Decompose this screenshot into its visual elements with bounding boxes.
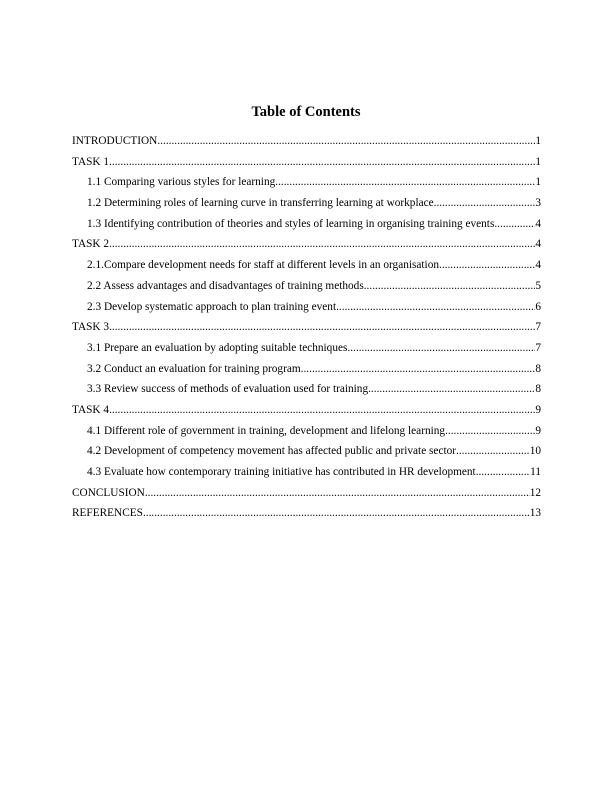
toc-entry-page: 4 bbox=[535, 217, 541, 230]
dot-leader bbox=[336, 301, 535, 313]
toc-entry[interactable] bbox=[72, 445, 541, 466]
dot-leader bbox=[347, 342, 535, 354]
toc-entry-page: 1 bbox=[535, 135, 541, 147]
toc-list bbox=[72, 135, 541, 528]
toc-entry-label: 1.1 Comparing various styles for learning bbox=[87, 176, 276, 189]
toc-entry-label: 3.2 Conduct an evaluation for training program bbox=[87, 362, 301, 375]
toc-entry[interactable] bbox=[72, 197, 541, 218]
toc-entry-label: 2.2 Assess advantages and disadvantages of training methods bbox=[87, 279, 364, 292]
dot-leader bbox=[301, 363, 536, 375]
dot-leader bbox=[434, 197, 536, 209]
toc-entry-label: 4.2 Development of competency movement has affected public and private sector bbox=[87, 445, 457, 458]
toc-entry-page: 8 bbox=[535, 383, 541, 396]
toc-entry-page: 13 bbox=[529, 507, 541, 520]
toc-entry[interactable] bbox=[72, 487, 541, 508]
toc-entry-page: 6 bbox=[535, 300, 541, 313]
dot-leader bbox=[143, 507, 530, 519]
toc-entry[interactable] bbox=[72, 218, 541, 239]
toc-entry[interactable] bbox=[72, 176, 541, 197]
toc-entry-label: 4.1 Different role of government in training, development and lifelong learning bbox=[87, 424, 446, 437]
toc-entry[interactable] bbox=[72, 156, 541, 177]
toc-entry-page: 1 bbox=[535, 176, 541, 189]
toc-entry[interactable] bbox=[72, 363, 541, 384]
toc-entry-page: 9 bbox=[535, 403, 541, 416]
toc-entry-label: TASK 4 bbox=[72, 403, 110, 416]
toc-entry[interactable] bbox=[72, 425, 541, 446]
toc-entry[interactable] bbox=[72, 301, 541, 322]
toc-entry-label: TASK 2 bbox=[72, 238, 110, 251]
toc-entry-label: 4.3 Evaluate how contemporary training initiative has contributed in HR development bbox=[87, 466, 476, 478]
dot-leader bbox=[145, 487, 530, 499]
dot-leader bbox=[364, 280, 536, 292]
toc-entry-label: 1.2 Determining roles of learning curve in transferring learning at workplace bbox=[87, 197, 434, 210]
toc-title: Table of Contents bbox=[251, 104, 361, 120]
toc-entry[interactable] bbox=[72, 259, 541, 280]
toc-entry-page: 4 bbox=[535, 238, 541, 251]
dot-leader bbox=[439, 259, 535, 271]
toc-entry[interactable] bbox=[72, 507, 541, 528]
dot-leader bbox=[368, 383, 535, 395]
toc-entry[interactable] bbox=[72, 466, 541, 487]
dot-leader bbox=[157, 135, 535, 147]
toc-entry[interactable] bbox=[72, 238, 541, 259]
toc-entry-page: 7 bbox=[535, 321, 541, 334]
toc-entry-page: 8 bbox=[535, 362, 541, 375]
dot-leader bbox=[109, 238, 535, 250]
toc-entry-page: 11 bbox=[530, 466, 541, 478]
toc-entry-page: 5 bbox=[535, 279, 541, 292]
toc-entry[interactable] bbox=[72, 280, 541, 301]
dot-leader bbox=[109, 321, 535, 333]
toc-entry-page: 7 bbox=[535, 341, 541, 354]
toc-entry[interactable] bbox=[72, 135, 541, 156]
dot-leader bbox=[476, 466, 530, 478]
toc-entry-page: 10 bbox=[529, 445, 541, 458]
toc-entry-label: INTRODUCTION bbox=[72, 135, 158, 147]
dot-leader bbox=[456, 445, 530, 457]
toc-entry-page: 3 bbox=[535, 197, 541, 210]
toc-entry-page: 9 bbox=[535, 424, 541, 437]
toc-entry-page: 12 bbox=[529, 486, 541, 499]
toc-entry-label: TASK 1 bbox=[72, 155, 110, 168]
toc-entry-label: REFERENCES bbox=[72, 507, 143, 520]
toc-entry-label: 1.3 Identifying contribution of theories and styles of learning in organising training events bbox=[87, 217, 495, 230]
dot-leader bbox=[494, 218, 535, 230]
toc-entry-page: 1 bbox=[535, 155, 541, 168]
toc-entry-label: 3.1 Prepare an evaluation by adopting suitable techniques bbox=[87, 341, 348, 354]
dot-leader bbox=[275, 176, 535, 188]
toc-entry-page: 4 bbox=[535, 259, 541, 272]
toc-entry-label: 3.3 Review success of methods of evaluation used for training bbox=[87, 383, 369, 396]
toc-entry[interactable] bbox=[72, 321, 541, 342]
toc-entry-label: CONCLUSION bbox=[72, 486, 145, 499]
dot-leader bbox=[445, 425, 535, 437]
toc-entry-label: 2.1.Compare development needs for staff at different levels in an organisation bbox=[87, 259, 439, 272]
toc-entry[interactable] bbox=[72, 404, 541, 425]
dot-leader bbox=[109, 404, 535, 416]
toc-entry[interactable] bbox=[72, 383, 541, 404]
toc-entry[interactable] bbox=[72, 342, 541, 363]
toc-entry-label: 2.3 Develop systematic approach to plan training event bbox=[87, 300, 337, 313]
toc-entry-label: TASK 3 bbox=[72, 321, 110, 334]
dot-leader bbox=[109, 156, 535, 168]
